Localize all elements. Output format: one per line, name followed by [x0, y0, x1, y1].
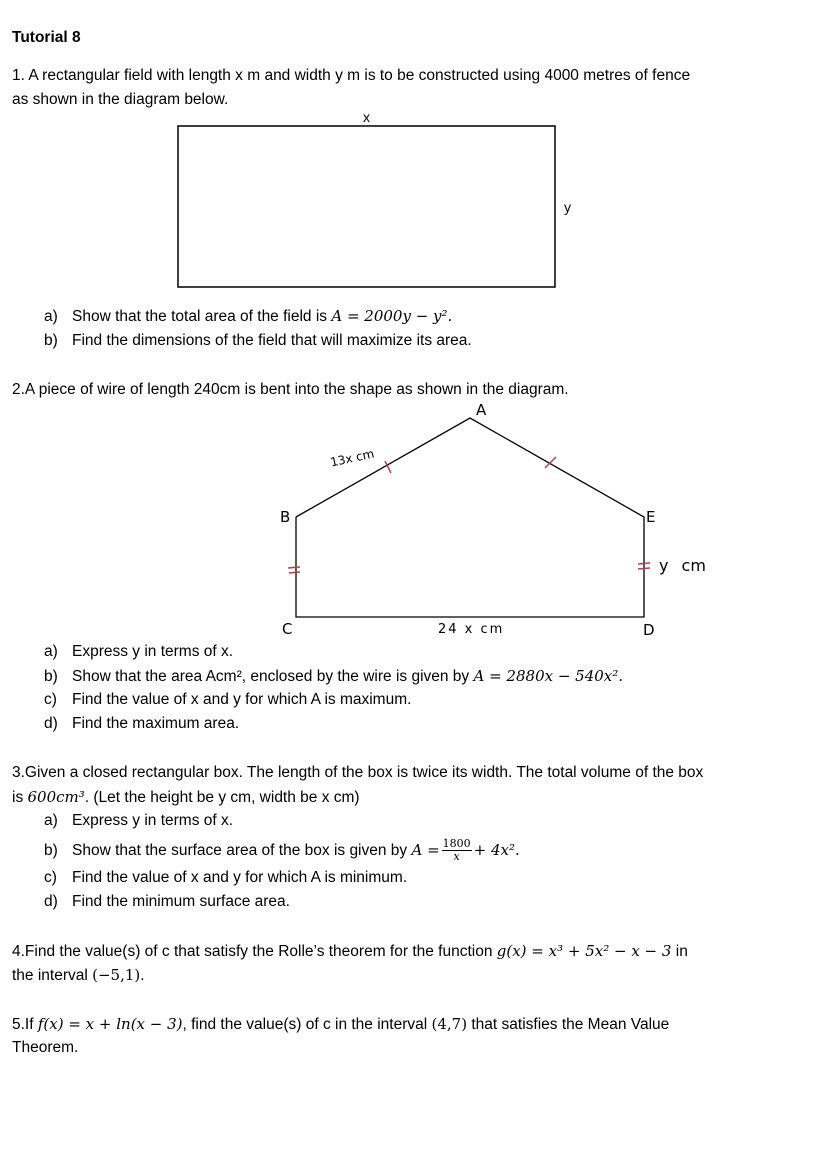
part-label: c)	[44, 691, 57, 708]
q2-part-b	[44, 667, 623, 686]
denominator: x	[453, 850, 460, 864]
text: .	[140, 967, 145, 984]
q1-text-line1: 1. A rectangular field with length x m and width y m is to be constructed using 4000 metres of fence	[12, 67, 691, 84]
q1-part-a	[44, 307, 452, 326]
part-label: d)	[44, 715, 58, 732]
q3-part-a	[44, 812, 233, 830]
text: 5.If	[12, 1016, 38, 1033]
q1-text-line2: as shown in the diagram below.	[12, 91, 229, 108]
part-label: a)	[44, 643, 58, 660]
math: (−5,1)	[92, 966, 141, 984]
q5-text-line2: Theorem.	[12, 1039, 79, 1056]
q1-part-b	[44, 332, 472, 350]
side-de-label: y cm	[659, 556, 706, 575]
text: . (Let the height be y cm, width be x cm)	[84, 789, 360, 806]
math: 600cm³	[27, 788, 85, 806]
part-label: d)	[44, 893, 58, 910]
q4-text-line1	[12, 942, 688, 961]
part-label: c)	[44, 869, 57, 886]
text: in	[671, 943, 688, 960]
part-text: Show that the total area of the field is	[72, 308, 332, 325]
part-math: A = 2000y − y².	[331, 307, 453, 325]
part-label: b)	[44, 668, 58, 685]
q5-text-line1	[12, 1015, 669, 1034]
part-text: Find the value of x and y for which A is minimum.	[72, 869, 408, 886]
text: , find the value(s) of c in the interval	[182, 1016, 432, 1033]
math: (4,7)	[431, 1015, 468, 1033]
part-text: Find the minimum surface area.	[72, 893, 290, 910]
part-label: a)	[44, 308, 58, 325]
q3-text-line2	[12, 788, 360, 807]
part-text: Express y in terms of x.	[72, 812, 234, 829]
part-text: Find the dimensions of the field that will maximize its area.	[72, 332, 472, 349]
fraction	[442, 838, 472, 863]
numerator: 1800	[442, 837, 471, 851]
part-math: A =	[411, 841, 440, 859]
q2-part-d	[44, 715, 239, 733]
part-text: Show that the area Acm², enclosed by the wire is given by	[72, 668, 474, 685]
math: g(x) = x³ + 5x² − x − 3	[496, 942, 672, 960]
q2-part-c	[44, 691, 411, 709]
side-cd-label: 24 x cm	[438, 622, 505, 637]
q2-text-line1: 2.A piece of wire of length 240cm is bent into the shape as shown in the diagram.	[12, 381, 569, 398]
q1-label-y: y	[564, 199, 571, 215]
vertex-d-label: D	[643, 621, 655, 639]
q1-label-x: x	[363, 109, 370, 125]
text: 4.Find the value(s) of c that satisfy the Rolle’s theorem for the function	[12, 943, 497, 960]
vertex-b-label: B	[280, 508, 291, 526]
text: that satisfies the Mean Value	[467, 1016, 670, 1033]
part-label: a)	[44, 812, 58, 829]
part-label: b)	[44, 332, 58, 349]
q2-part-a	[44, 643, 233, 661]
q2-wire-shape	[296, 418, 644, 617]
vertex-a-label: A	[476, 401, 487, 419]
text: is	[12, 789, 28, 806]
math: f(x) = x + ln(x − 3)	[37, 1015, 183, 1033]
vertex-e-label: E	[646, 508, 656, 526]
page-title: Tutorial 8	[12, 29, 81, 46]
q3-text-line1: 3.Given a closed rectangular box. The length of the box is twice its width. The total volume of the box	[12, 764, 704, 781]
q3-part-b	[44, 838, 520, 863]
vertex-c-label: C	[282, 620, 293, 638]
q3-part-c	[44, 869, 407, 887]
q4-text-line2	[12, 966, 145, 985]
q3-part-d	[44, 893, 290, 911]
part-math: + 4x².	[473, 841, 520, 859]
equal-tick-marks	[288, 457, 650, 573]
part-text: Find the value of x and y for which A is maximum.	[72, 691, 412, 708]
q1-field-rectangle	[178, 126, 555, 287]
part-text: Find the maximum area.	[72, 715, 240, 732]
text: the interval	[12, 967, 93, 984]
part-text: Show that the surface area of the box is given by	[72, 842, 412, 859]
part-text: Express y in terms of x.	[72, 643, 234, 660]
side-ab-label: 13x cm	[329, 446, 376, 470]
part-label: b)	[44, 842, 58, 859]
part-math: A = 2880x − 540x².	[473, 667, 624, 685]
